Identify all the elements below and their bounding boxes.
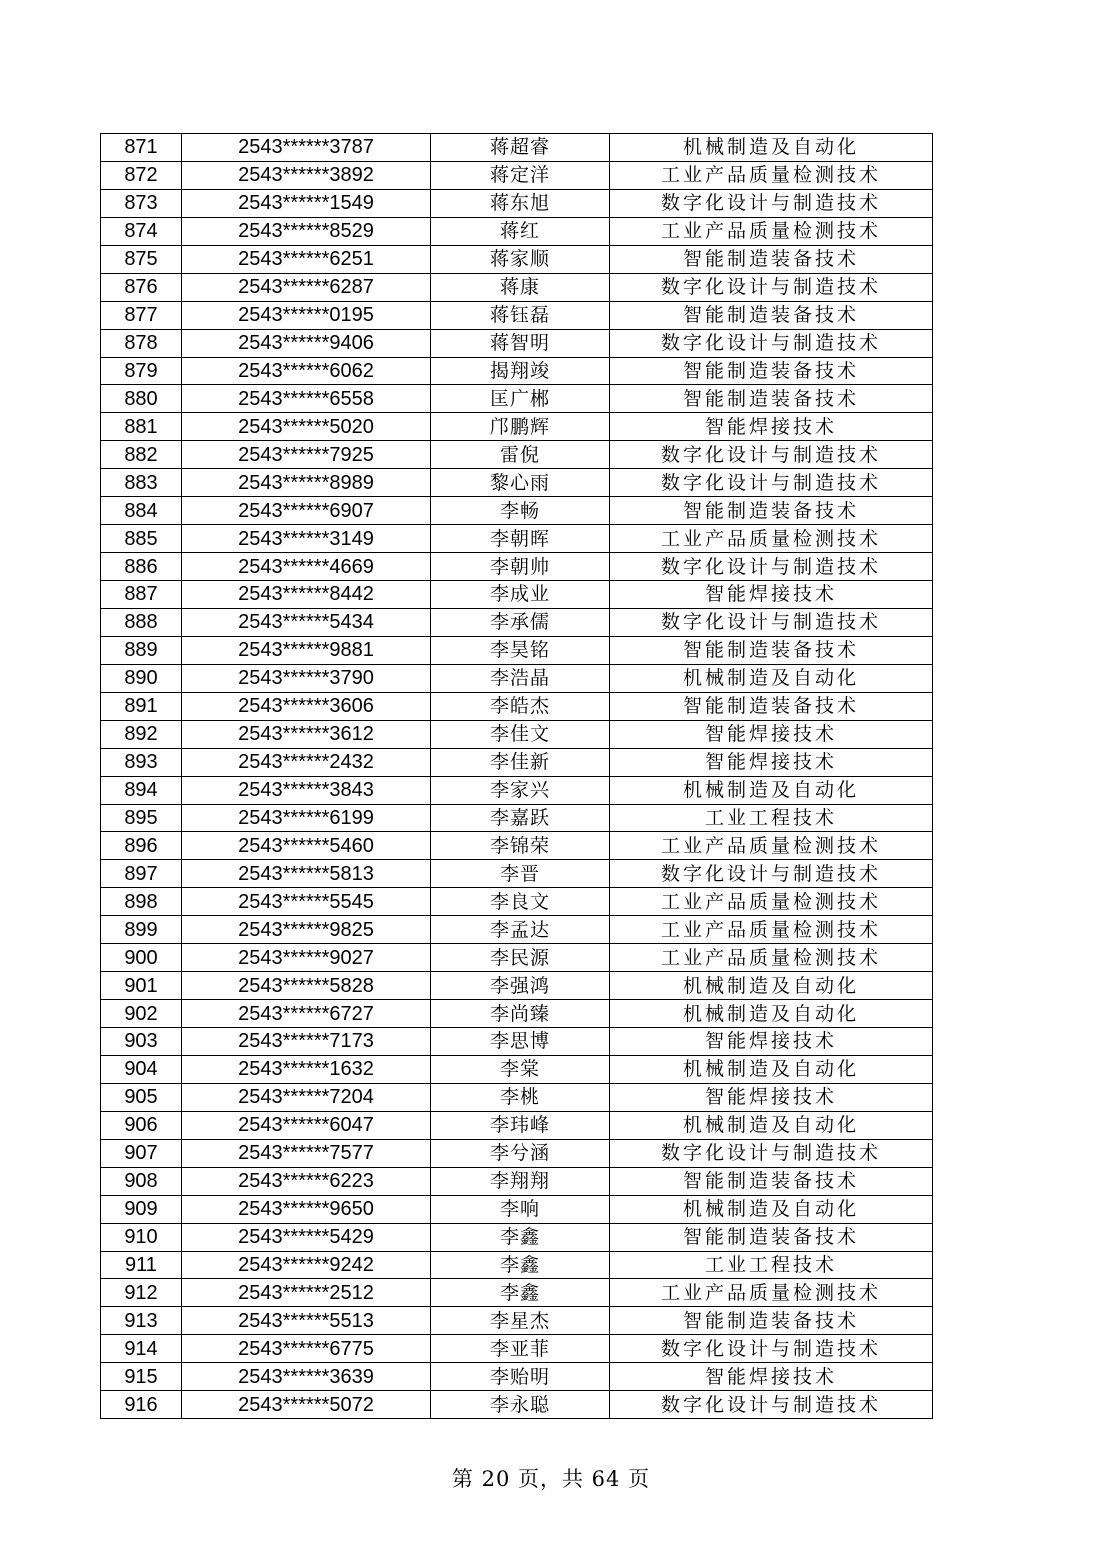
table-row: [101, 1335, 933, 1363]
student-name-cell: 李星杰: [431, 1307, 610, 1335]
major-cell: 数字化设计与制造技术: [610, 441, 933, 469]
major-cell: 数字化设计与制造技术: [610, 860, 933, 888]
table-row: [101, 972, 933, 1000]
table-row: [101, 1083, 933, 1111]
id-number-cell: 2543******3843: [182, 776, 431, 804]
table-row: [101, 469, 933, 497]
table-row: [101, 1167, 933, 1195]
major-cell: 工业工程技术: [610, 804, 933, 832]
id-number-cell: 2543******6223: [182, 1167, 431, 1195]
major-cell: 数字化设计与制造技术: [610, 273, 933, 301]
id-number-cell: 2543******8529: [182, 217, 431, 245]
student-name-cell: 李佳文: [431, 720, 610, 748]
row-number-cell: 900: [101, 944, 182, 972]
table-row: [101, 1195, 933, 1223]
table-row: [101, 916, 933, 944]
row-number-cell: 898: [101, 888, 182, 916]
id-number-cell: 2543******6775: [182, 1335, 431, 1363]
student-name-cell: 李畅: [431, 497, 610, 525]
major-cell: 工业产品质量检测技术: [610, 944, 933, 972]
major-cell: 工业产品质量检测技术: [610, 916, 933, 944]
row-number-cell: 875: [101, 245, 182, 273]
major-cell: 智能焊接技术: [610, 581, 933, 609]
table-row: [101, 608, 933, 636]
table-row: [101, 1139, 933, 1167]
row-number-cell: 885: [101, 525, 182, 553]
major-cell: 智能制造装备技术: [610, 357, 933, 385]
table-row: [101, 944, 933, 972]
student-name-cell: 蒋家顺: [431, 245, 610, 273]
major-cell: 智能焊接技术: [610, 413, 933, 441]
table-row: [101, 1251, 933, 1279]
id-number-cell: 2543******9406: [182, 329, 431, 357]
major-cell: 机械制造及自动化: [610, 1111, 933, 1139]
table-row: [101, 636, 933, 664]
id-number-cell: 2543******6062: [182, 357, 431, 385]
student-name-cell: 李嘉跃: [431, 804, 610, 832]
row-number-cell: 907: [101, 1139, 182, 1167]
student-name-cell: 李尚臻: [431, 1000, 610, 1028]
major-cell: 数字化设计与制造技术: [610, 469, 933, 497]
id-number-cell: 2543******3787: [182, 134, 431, 162]
id-number-cell: 2543******9825: [182, 916, 431, 944]
row-number-cell: 871: [101, 134, 182, 162]
id-number-cell: 2543******2432: [182, 748, 431, 776]
id-number-cell: 2543******7204: [182, 1083, 431, 1111]
table-row: [101, 553, 933, 581]
id-number-cell: 2543******6558: [182, 385, 431, 413]
major-cell: 工业产品质量检测技术: [610, 217, 933, 245]
row-number-cell: 910: [101, 1223, 182, 1251]
id-number-cell: 2543******5545: [182, 888, 431, 916]
id-number-cell: 2543******5434: [182, 608, 431, 636]
row-number-cell: 897: [101, 860, 182, 888]
major-cell: 智能制造装备技术: [610, 301, 933, 329]
student-name-cell: 匡广郴: [431, 385, 610, 413]
student-name-cell: 李孟达: [431, 916, 610, 944]
row-number-cell: 886: [101, 553, 182, 581]
major-cell: 智能焊接技术: [610, 748, 933, 776]
id-number-cell: 2543******5020: [182, 413, 431, 441]
table-row: [101, 189, 933, 217]
major-cell: 数字化设计与制造技术: [610, 329, 933, 357]
row-number-cell: 894: [101, 776, 182, 804]
table-row: [101, 273, 933, 301]
table-row: [101, 329, 933, 357]
row-number-cell: 893: [101, 748, 182, 776]
id-number-cell: 2543******3892: [182, 161, 431, 189]
row-number-cell: 916: [101, 1391, 182, 1419]
table-row: [101, 581, 933, 609]
major-cell: 数字化设计与制造技术: [610, 189, 933, 217]
student-name-cell: 蒋康: [431, 273, 610, 301]
major-cell: 机械制造及自动化: [610, 1000, 933, 1028]
id-number-cell: 2543******3639: [182, 1363, 431, 1391]
major-cell: 智能焊接技术: [610, 720, 933, 748]
table-row: [101, 748, 933, 776]
id-number-cell: 2543******0195: [182, 301, 431, 329]
major-cell: 智能制造装备技术: [610, 692, 933, 720]
id-number-cell: 2543******5828: [182, 972, 431, 1000]
id-number-cell: 2543******4669: [182, 553, 431, 581]
student-name-cell: 李佳新: [431, 748, 610, 776]
table-row: [101, 1223, 933, 1251]
row-number-cell: 887: [101, 581, 182, 609]
table-row: [101, 1028, 933, 1056]
row-number-cell: 888: [101, 608, 182, 636]
major-cell: 智能制造装备技术: [610, 497, 933, 525]
row-number-cell: 883: [101, 469, 182, 497]
student-list-table: [100, 133, 933, 1419]
row-number-cell: 906: [101, 1111, 182, 1139]
id-number-cell: 2543******6047: [182, 1111, 431, 1139]
row-number-cell: 912: [101, 1279, 182, 1307]
student-name-cell: 李浩晶: [431, 664, 610, 692]
student-name-cell: 蒋定洋: [431, 161, 610, 189]
major-cell: 机械制造及自动化: [610, 776, 933, 804]
row-number-cell: 892: [101, 720, 182, 748]
id-number-cell: 2543******1632: [182, 1055, 431, 1083]
row-number-cell: 884: [101, 497, 182, 525]
row-number-cell: 896: [101, 832, 182, 860]
id-number-cell: 2543******5072: [182, 1391, 431, 1419]
table-row: [101, 385, 933, 413]
major-cell: 智能焊接技术: [610, 1083, 933, 1111]
major-cell: 工业产品质量检测技术: [610, 832, 933, 860]
table-body: [101, 134, 933, 1419]
id-number-cell: 2543******5460: [182, 832, 431, 860]
row-number-cell: 877: [101, 301, 182, 329]
row-number-cell: 876: [101, 273, 182, 301]
id-number-cell: 2543******1549: [182, 189, 431, 217]
table-row: [101, 497, 933, 525]
table-row: [101, 441, 933, 469]
major-cell: 数字化设计与制造技术: [610, 1335, 933, 1363]
id-number-cell: 2543******7173: [182, 1028, 431, 1056]
table-row: [101, 1111, 933, 1139]
id-number-cell: 2543******9242: [182, 1251, 431, 1279]
table-row: [101, 1363, 933, 1391]
id-number-cell: 2543******9881: [182, 636, 431, 664]
student-name-cell: 李昊铭: [431, 636, 610, 664]
student-name-cell: 李民源: [431, 944, 610, 972]
student-name-cell: 李承儒: [431, 608, 610, 636]
row-number-cell: 915: [101, 1363, 182, 1391]
id-number-cell: 2543******6287: [182, 273, 431, 301]
row-number-cell: 879: [101, 357, 182, 385]
id-number-cell: 2543******5813: [182, 860, 431, 888]
student-name-cell: 李家兴: [431, 776, 610, 804]
student-name-cell: 李兮涵: [431, 1139, 610, 1167]
row-number-cell: 891: [101, 692, 182, 720]
major-cell: 智能制造装备技术: [610, 245, 933, 273]
id-number-cell: 2543******3612: [182, 720, 431, 748]
table-row: [101, 134, 933, 162]
student-name-cell: 李朝晖: [431, 525, 610, 553]
major-cell: 智能制造装备技术: [610, 636, 933, 664]
row-number-cell: 902: [101, 1000, 182, 1028]
id-number-cell: 2543******6251: [182, 245, 431, 273]
major-cell: 机械制造及自动化: [610, 1055, 933, 1083]
major-cell: 数字化设计与制造技术: [610, 1391, 933, 1419]
student-name-cell: 李棠: [431, 1055, 610, 1083]
table-row: [101, 692, 933, 720]
id-number-cell: 2543******3149: [182, 525, 431, 553]
row-number-cell: 911: [101, 1251, 182, 1279]
table-row: [101, 888, 933, 916]
row-number-cell: 874: [101, 217, 182, 245]
major-cell: 智能制造装备技术: [610, 1223, 933, 1251]
table-row: [101, 1307, 933, 1335]
student-name-cell: 蒋钰磊: [431, 301, 610, 329]
table-row: [101, 1279, 933, 1307]
student-name-cell: 李良文: [431, 888, 610, 916]
table-row: [101, 1391, 933, 1419]
row-number-cell: 914: [101, 1335, 182, 1363]
student-name-cell: 李桃: [431, 1083, 610, 1111]
row-number-cell: 905: [101, 1083, 182, 1111]
major-cell: 机械制造及自动化: [610, 664, 933, 692]
student-name-cell: 李思博: [431, 1028, 610, 1056]
id-number-cell: 2543******7925: [182, 441, 431, 469]
student-name-cell: 李鑫: [431, 1251, 610, 1279]
id-number-cell: 2543******9650: [182, 1195, 431, 1223]
major-cell: 智能焊接技术: [610, 1363, 933, 1391]
student-name-cell: 蒋红: [431, 217, 610, 245]
row-number-cell: 901: [101, 972, 182, 1000]
table-row: [101, 720, 933, 748]
major-cell: 工业产品质量检测技术: [610, 1279, 933, 1307]
table-row: [101, 217, 933, 245]
table-row: [101, 525, 933, 553]
row-number-cell: 878: [101, 329, 182, 357]
row-number-cell: 873: [101, 189, 182, 217]
major-cell: 智能焊接技术: [610, 1028, 933, 1056]
row-number-cell: 881: [101, 413, 182, 441]
student-name-cell: 李贻明: [431, 1363, 610, 1391]
student-name-cell: 李鑫: [431, 1223, 610, 1251]
row-number-cell: 908: [101, 1167, 182, 1195]
id-number-cell: 2543******3606: [182, 692, 431, 720]
student-name-cell: 蒋智明: [431, 329, 610, 357]
major-cell: 数字化设计与制造技术: [610, 608, 933, 636]
major-cell: 工业产品质量检测技术: [610, 525, 933, 553]
major-cell: 智能制造装备技术: [610, 385, 933, 413]
table-row: [101, 245, 933, 273]
id-number-cell: 2543******6907: [182, 497, 431, 525]
student-name-cell: 揭翔竣: [431, 357, 610, 385]
student-name-cell: 邝鹏辉: [431, 413, 610, 441]
table-row: [101, 776, 933, 804]
major-cell: 机械制造及自动化: [610, 1195, 933, 1223]
row-number-cell: 903: [101, 1028, 182, 1056]
page-footer: 第 20 页，共 64 页: [451, 1467, 651, 1491]
id-number-cell: 2543******6727: [182, 1000, 431, 1028]
student-name-cell: 蒋东旭: [431, 189, 610, 217]
student-name-cell: 李亚菲: [431, 1335, 610, 1363]
student-name-cell: 雷倪: [431, 441, 610, 469]
row-number-cell: 899: [101, 916, 182, 944]
major-cell: 机械制造及自动化: [610, 972, 933, 1000]
table-row: [101, 357, 933, 385]
row-number-cell: 909: [101, 1195, 182, 1223]
id-number-cell: 2543******8989: [182, 469, 431, 497]
id-number-cell: 2543******5513: [182, 1307, 431, 1335]
major-cell: 数字化设计与制造技术: [610, 1139, 933, 1167]
table-row: [101, 1000, 933, 1028]
table-row: [101, 161, 933, 189]
row-number-cell: 895: [101, 804, 182, 832]
student-name-cell: 李朝帅: [431, 553, 610, 581]
id-number-cell: 2543******5429: [182, 1223, 431, 1251]
major-cell: 机械制造及自动化: [610, 134, 933, 162]
student-name-cell: 李强鸿: [431, 972, 610, 1000]
major-cell: 工业产品质量检测技术: [610, 888, 933, 916]
student-name-cell: 李成业: [431, 581, 610, 609]
table-row: [101, 301, 933, 329]
table-row: [101, 804, 933, 832]
row-number-cell: 913: [101, 1307, 182, 1335]
student-name-cell: 李皓杰: [431, 692, 610, 720]
id-number-cell: 2543******6199: [182, 804, 431, 832]
student-name-cell: 蒋超睿: [431, 134, 610, 162]
major-cell: 工业产品质量检测技术: [610, 161, 933, 189]
row-number-cell: 880: [101, 385, 182, 413]
row-number-cell: 889: [101, 636, 182, 664]
student-name-cell: 李翔翔: [431, 1167, 610, 1195]
major-cell: 智能制造装备技术: [610, 1307, 933, 1335]
row-number-cell: 882: [101, 441, 182, 469]
id-number-cell: 2543******3790: [182, 664, 431, 692]
table-row: [101, 832, 933, 860]
row-number-cell: 890: [101, 664, 182, 692]
student-name-cell: 李玮峰: [431, 1111, 610, 1139]
table-row: [101, 860, 933, 888]
table-row: [101, 664, 933, 692]
student-name-cell: 李永聪: [431, 1391, 610, 1419]
table-row: [101, 1055, 933, 1083]
table-row: [101, 413, 933, 441]
row-number-cell: 872: [101, 161, 182, 189]
student-name-cell: 李锦荣: [431, 832, 610, 860]
student-name-cell: 李鑫: [431, 1279, 610, 1307]
major-cell: 工业工程技术: [610, 1251, 933, 1279]
major-cell: 智能制造装备技术: [610, 1167, 933, 1195]
id-number-cell: 2543******2512: [182, 1279, 431, 1307]
id-number-cell: 2543******8442: [182, 581, 431, 609]
id-number-cell: 2543******9027: [182, 944, 431, 972]
student-name-cell: 黎心雨: [431, 469, 610, 497]
student-name-cell: 李响: [431, 1195, 610, 1223]
major-cell: 数字化设计与制造技术: [610, 553, 933, 581]
student-name-cell: 李晋: [431, 860, 610, 888]
row-number-cell: 904: [101, 1055, 182, 1083]
id-number-cell: 2543******7577: [182, 1139, 431, 1167]
